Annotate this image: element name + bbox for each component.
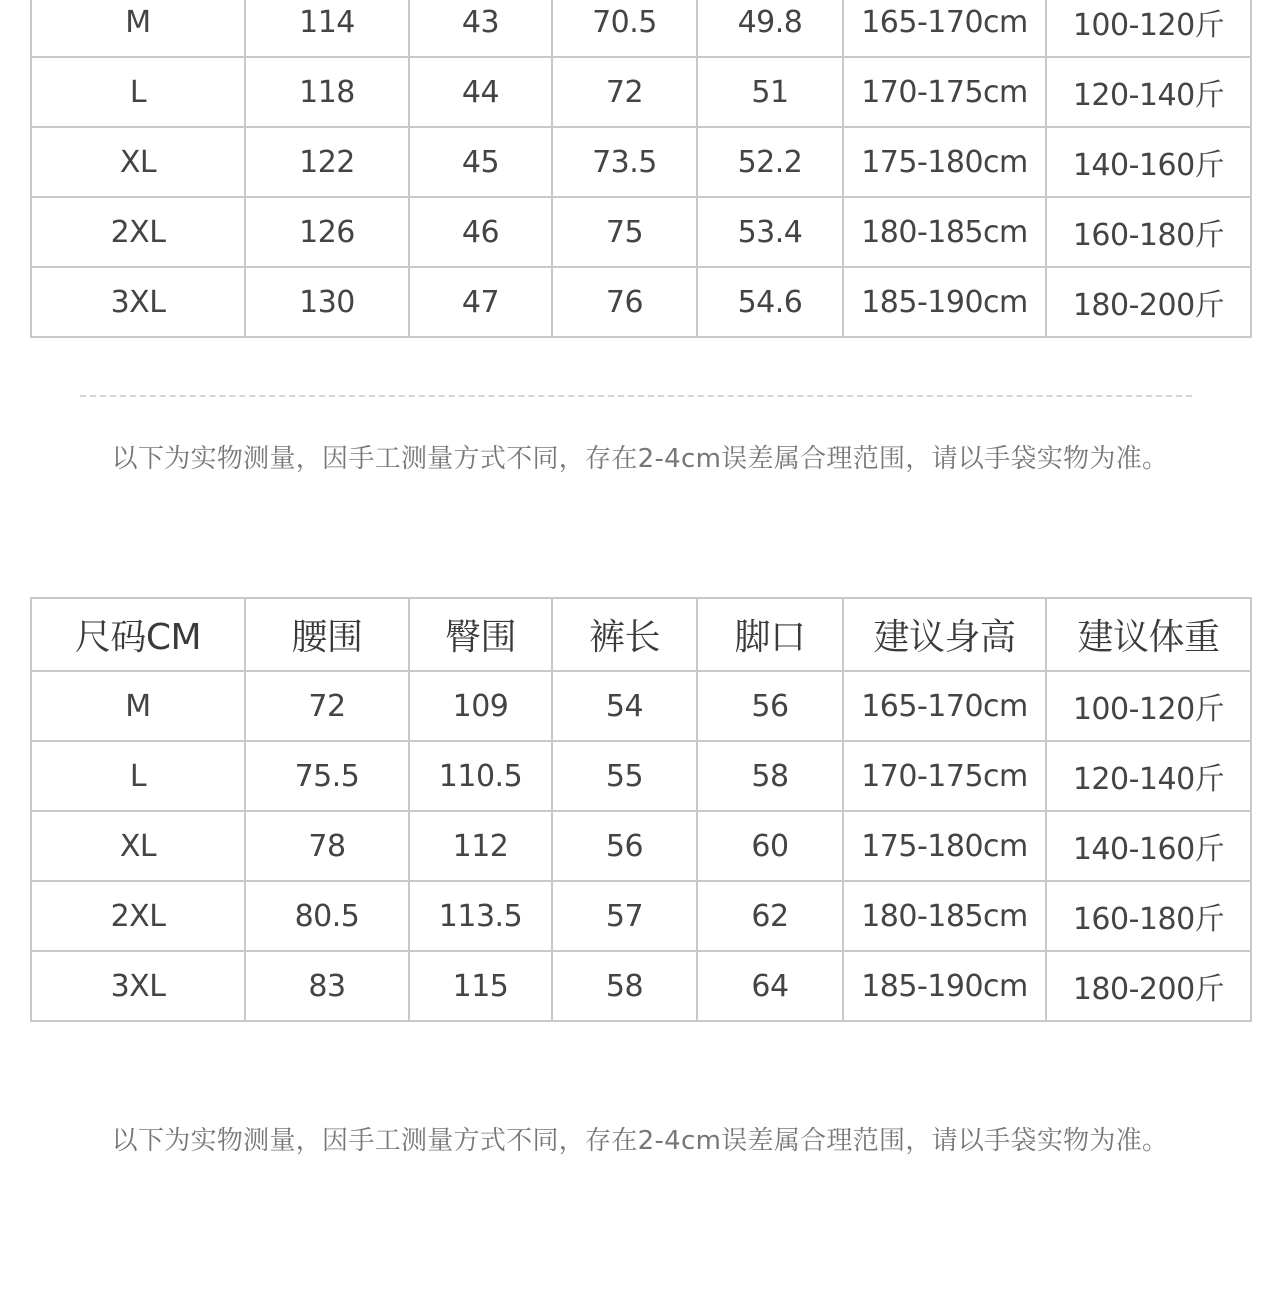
- table-cell: 49.8: [697, 0, 843, 57]
- top-size-table: [30, 0, 1252, 338]
- table-row: [31, 57, 1251, 127]
- table-cell: 57: [552, 881, 697, 951]
- table-cell: 44: [409, 57, 552, 127]
- table-header-row: [31, 598, 1251, 671]
- table-cell: 83: [245, 951, 409, 1021]
- weight-cell: 120-140斤: [1046, 57, 1251, 127]
- table-row: [31, 671, 1251, 741]
- size-cell: M: [31, 671, 245, 741]
- table-cell: 47: [409, 267, 552, 337]
- height-cell: 180-185cm: [843, 881, 1046, 951]
- height-cell: 175-180cm: [843, 127, 1046, 197]
- measurement-note: 以下为实物测量，因手工测量方式不同，存在2-4cm误差属合理范围，请以手袋实物为准。: [111, 444, 1169, 474]
- dotted-divider: [80, 395, 1192, 397]
- column-header-hem: 脚口: [697, 598, 843, 671]
- pants-size-table: [30, 597, 1252, 1022]
- table-cell: 110.5: [409, 741, 552, 811]
- table-cell: 54.6: [697, 267, 843, 337]
- table-cell: 80.5: [245, 881, 409, 951]
- measurement-note: 以下为实物测量，因手工测量方式不同，存在2-4cm误差属合理范围，请以手袋实物为准。: [111, 1126, 1169, 1156]
- table-row: [31, 811, 1251, 881]
- weight-cell: 120-140斤: [1046, 741, 1251, 811]
- table-cell: 122: [245, 127, 409, 197]
- weight-cell: 180-200斤: [1046, 951, 1251, 1021]
- weight-cell: 140-160斤: [1046, 127, 1251, 197]
- height-cell: 185-190cm: [843, 267, 1046, 337]
- table-cell: 130: [245, 267, 409, 337]
- table-row: [31, 0, 1251, 57]
- table-cell: 46: [409, 197, 552, 267]
- table-cell: 51: [697, 57, 843, 127]
- table-row: [31, 267, 1251, 337]
- table-row: [31, 741, 1251, 811]
- height-cell: 175-180cm: [843, 811, 1046, 881]
- column-header-waist: 腰围: [245, 598, 409, 671]
- table-row: [31, 127, 1251, 197]
- table-cell: 114: [245, 0, 409, 57]
- column-header-size: 尺码CM: [31, 598, 245, 671]
- height-cell: 165-170cm: [843, 0, 1046, 57]
- weight-cell: 160-180斤: [1046, 881, 1251, 951]
- table-cell: 109: [409, 671, 552, 741]
- size-cell: 2XL: [31, 197, 245, 267]
- table-cell: 70.5: [552, 0, 697, 57]
- table-cell: 60: [697, 811, 843, 881]
- table-row: [31, 197, 1251, 267]
- weight-cell: 160-180斤: [1046, 197, 1251, 267]
- table-cell: 58: [552, 951, 697, 1021]
- size-cell: 3XL: [31, 951, 245, 1021]
- size-cell: M: [31, 0, 245, 57]
- table-cell: 58: [697, 741, 843, 811]
- size-cell: L: [31, 741, 245, 811]
- table-cell: 45: [409, 127, 552, 197]
- size-cell: XL: [31, 811, 245, 881]
- table-cell: 43: [409, 0, 552, 57]
- table-cell: 115: [409, 951, 552, 1021]
- table-cell: 113.5: [409, 881, 552, 951]
- table-cell: 118: [245, 57, 409, 127]
- size-cell: 3XL: [31, 267, 245, 337]
- table-row: [31, 951, 1251, 1021]
- weight-cell: 180-200斤: [1046, 267, 1251, 337]
- table-cell: 76: [552, 267, 697, 337]
- height-cell: 185-190cm: [843, 951, 1046, 1021]
- table-cell: 75.5: [245, 741, 409, 811]
- table-cell: 62: [697, 881, 843, 951]
- weight-cell: 140-160斤: [1046, 811, 1251, 881]
- table-cell: 75: [552, 197, 697, 267]
- table-cell: 64: [697, 951, 843, 1021]
- table-cell: 73.5: [552, 127, 697, 197]
- table-cell: 78: [245, 811, 409, 881]
- table-cell: 72: [245, 671, 409, 741]
- table-cell: 126: [245, 197, 409, 267]
- height-cell: 170-175cm: [843, 741, 1046, 811]
- table-cell: 52.2: [697, 127, 843, 197]
- height-cell: 170-175cm: [843, 57, 1046, 127]
- weight-cell: 100-120斤: [1046, 0, 1251, 57]
- size-cell: 2XL: [31, 881, 245, 951]
- height-cell: 180-185cm: [843, 197, 1046, 267]
- size-cell: L: [31, 57, 245, 127]
- table-cell: 56: [552, 811, 697, 881]
- table-cell: 54: [552, 671, 697, 741]
- table-row: [31, 881, 1251, 951]
- column-header-weight: 建议体重: [1046, 598, 1251, 671]
- size-cell: XL: [31, 127, 245, 197]
- table-cell: 72: [552, 57, 697, 127]
- table-cell: 56: [697, 671, 843, 741]
- column-header-length: 裤长: [552, 598, 697, 671]
- weight-cell: 100-120斤: [1046, 671, 1251, 741]
- table-cell: 53.4: [697, 197, 843, 267]
- height-cell: 165-170cm: [843, 671, 1046, 741]
- column-header-height: 建议身高: [843, 598, 1046, 671]
- column-header-hip: 臀围: [409, 598, 552, 671]
- table-cell: 112: [409, 811, 552, 881]
- table-cell: 55: [552, 741, 697, 811]
